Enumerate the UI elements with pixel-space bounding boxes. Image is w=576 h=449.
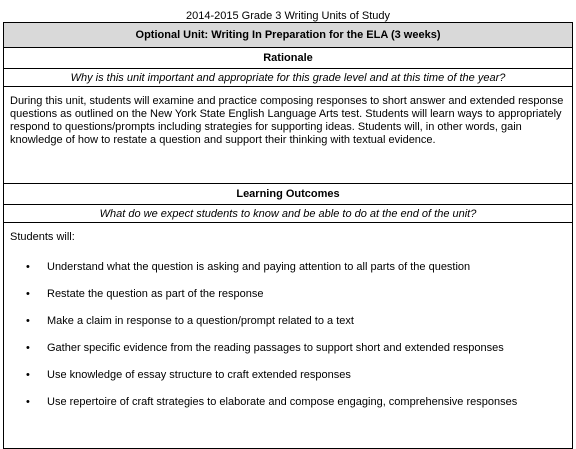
bullet-icon: • [26, 261, 30, 273]
outcomes-list [10, 261, 566, 409]
unit-table [3, 22, 573, 449]
list-item [10, 315, 566, 328]
list-item-text: Restate the question as part of the response [47, 288, 264, 300]
rationale-question: Why is this unit important and appropriate for this grade level and at this time of the year? [4, 69, 573, 87]
list-item [10, 288, 566, 301]
outcomes-body [4, 223, 573, 449]
list-item [10, 369, 566, 382]
list-item-text: Gather specific evidence from the reading passages to support short and extended responses [47, 342, 504, 354]
list-item [10, 396, 566, 409]
outcomes-question: What do we expect students to know and be able to do at the end of the unit? [4, 205, 573, 223]
rationale-heading: Rationale [4, 48, 573, 69]
bullet-icon: • [26, 315, 30, 327]
rationale-text: During this unit, students will examine and practice composing responses to short answer and extended response questions as outlined on the New York State English Language Arts test. Students will learn ways to appropriately respond to questions/prompts including strategies for supporting ideas. Students will, in other words, gain knowledge of how to restate a question and support their thinking with textual evidence. [4, 87, 573, 184]
list-item [10, 342, 566, 355]
bullet-icon: • [26, 396, 30, 408]
list-item-text: Understand what the question is asking and paying attention to all parts of the question [47, 261, 471, 273]
bullet-icon: • [26, 288, 30, 300]
list-item-text: Use repertoire of craft strategies to elaborate and compose engaging, comprehensive responses [47, 396, 518, 408]
bullet-icon: • [26, 342, 30, 354]
list-item-text: Use knowledge of essay structure to craft extended responses [47, 369, 351, 381]
outcomes-intro: Students will: [10, 231, 75, 243]
outcomes-heading: Learning Outcomes [4, 184, 573, 205]
list-item-text: Make a claim in response to a question/prompt related to a text [47, 315, 354, 327]
list-item [10, 261, 566, 274]
bullet-icon: • [26, 369, 30, 381]
unit-title: Optional Unit: Writing In Preparation for the ELA (3 weeks) [4, 23, 573, 48]
document-title: 2014-2015 Grade 3 Writing Units of Study [185, 10, 391, 22]
